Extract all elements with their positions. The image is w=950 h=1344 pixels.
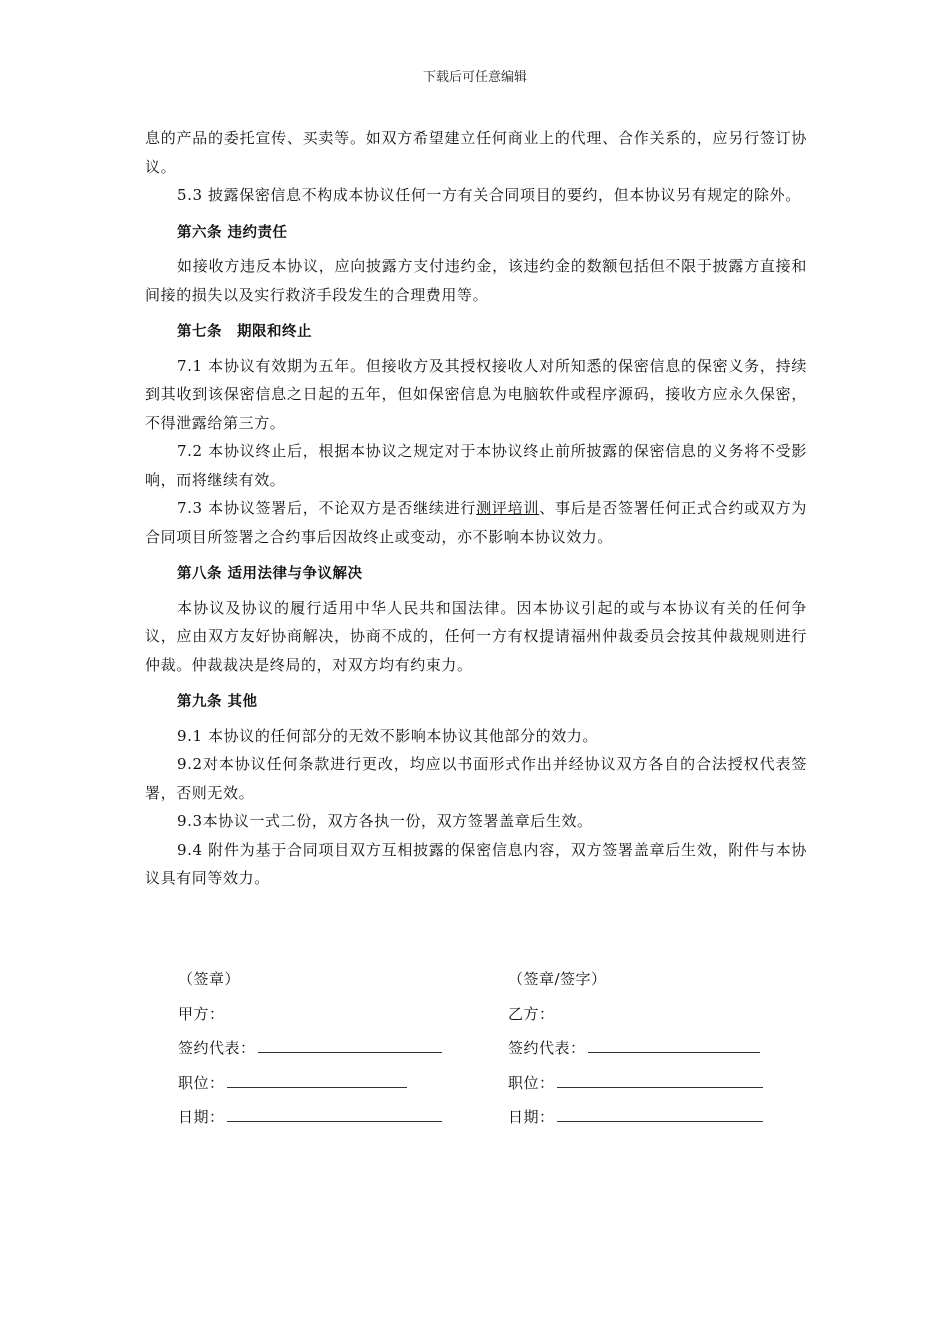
party-a-position-label: 职位：: [178, 1073, 225, 1092]
party-b-stamp: （签章/签字）: [508, 970, 607, 988]
party-a-signature: [178, 962, 478, 1135]
party-a-position-line: [227, 1073, 407, 1088]
underlined-term: 测评培训: [476, 499, 540, 517]
party-b-label: 乙方：: [508, 1004, 555, 1023]
clause-7-2: 7.2 本协议终止后，根据本协议之规定对于本协议终止前所披露的保密信息的义务将不受影响，而将继续有效。: [145, 442, 807, 489]
party-a-stamp: （签章）: [178, 970, 241, 988]
party-b-date-row: [508, 1100, 808, 1135]
article-8-title: 第八条 适用法律与争议解决: [177, 566, 363, 582]
party-b-position-line: [557, 1073, 763, 1088]
clause-9-4: 9.4 附件为基于合同项目双方互相披露的保密信息内容，双方签署盖章后生效，附件与本协议具有同等效力。: [145, 840, 807, 887]
party-a-date-label: 日期：: [178, 1108, 225, 1126]
document-body: [145, 124, 807, 893]
party-a-position-row: [178, 1066, 478, 1101]
party-b-rep-line: [588, 1038, 760, 1053]
article-8-text: 本协议及协议的履行适用中华人民共和国法律。因本协议引起的或与本协议有关的任何争议，应由双方友好协商解决，协商不成的，任何一方有权提请福州仲裁委员会按其仲裁规则进行仲裁。仲裁裁决是终局的，对双方均有约束力。: [145, 598, 807, 674]
party-b-position-row: [508, 1066, 808, 1101]
clause-9-1: 9.1 本协议的任何部分的无效不影响本协议其他部分的效力。: [177, 726, 599, 745]
party-a-date-line: [227, 1107, 442, 1122]
party-b-date-label: 日期：: [508, 1108, 555, 1126]
article-6-title: 第六条 违约责任: [177, 224, 288, 241]
clause-7-3-part-b: 、事后是否签署任何正式合约或双方为合同项目所签署之合约事后因故终止或变动，亦不影响本协议效力。: [145, 499, 808, 546]
clause-9-2: 9.2对本协议任何条款进行更改，均应以书面形式作出并经协议双方各自的合法授权代表签署，否则无效。: [145, 755, 807, 802]
party-b-position-label: 职位：: [508, 1073, 555, 1092]
paragraph-continued: 息的产品的委托宣传、买卖等。如双方希望建立任何商业上的代理、合作关系的，应另行签订协议。: [145, 129, 807, 176]
party-a-rep-row: [178, 1031, 478, 1066]
party-a-rep-label: 签约代表：: [178, 1039, 256, 1057]
article-6-text: 如接收方违反本协议，应向披露方支付违约金，该违约金的数额包括但不限于披露方直接和间接的损失以及实行救济手段发生的合理费用等。: [145, 257, 807, 304]
article-7-title: 第七条 期限和终止: [177, 324, 312, 340]
clause-7-3-part-a: 7.3 本协议签署后，不论双方是否继续进行: [177, 499, 477, 517]
party-a-date-row: [178, 1100, 478, 1135]
clause-7-3: [145, 494, 807, 551]
clause-7-1: 7.1 本协议有效期为五年。但接收方及其授权接收人对所知悉的保密信息的保密义务，持续到其收到该保密信息之日起的五年，但如保密信息为电脑软件或程序源码，接收方应永久保密，不得泄露给第三方。: [145, 356, 807, 432]
clause-5-3: 5.3 披露保密信息不构成本协议任何一方有关合同项目的要约，但本协议另有规定的除外。: [177, 186, 801, 204]
clause-9-3: 9.3本协议一式二份，双方各执一份，双方签署盖章后生效。: [177, 812, 593, 830]
party-a-rep-line: [258, 1038, 442, 1053]
party-b-rep-label: 签约代表：: [508, 1039, 586, 1057]
party-b-date-line: [557, 1107, 763, 1122]
party-b-rep-row: [508, 1031, 808, 1066]
party-a-label: 甲方：: [178, 1004, 225, 1023]
header-note: 下载后可任意编辑: [422, 70, 527, 85]
party-b-signature: [508, 962, 808, 1135]
article-9-title: 第九条 其他: [177, 694, 258, 710]
